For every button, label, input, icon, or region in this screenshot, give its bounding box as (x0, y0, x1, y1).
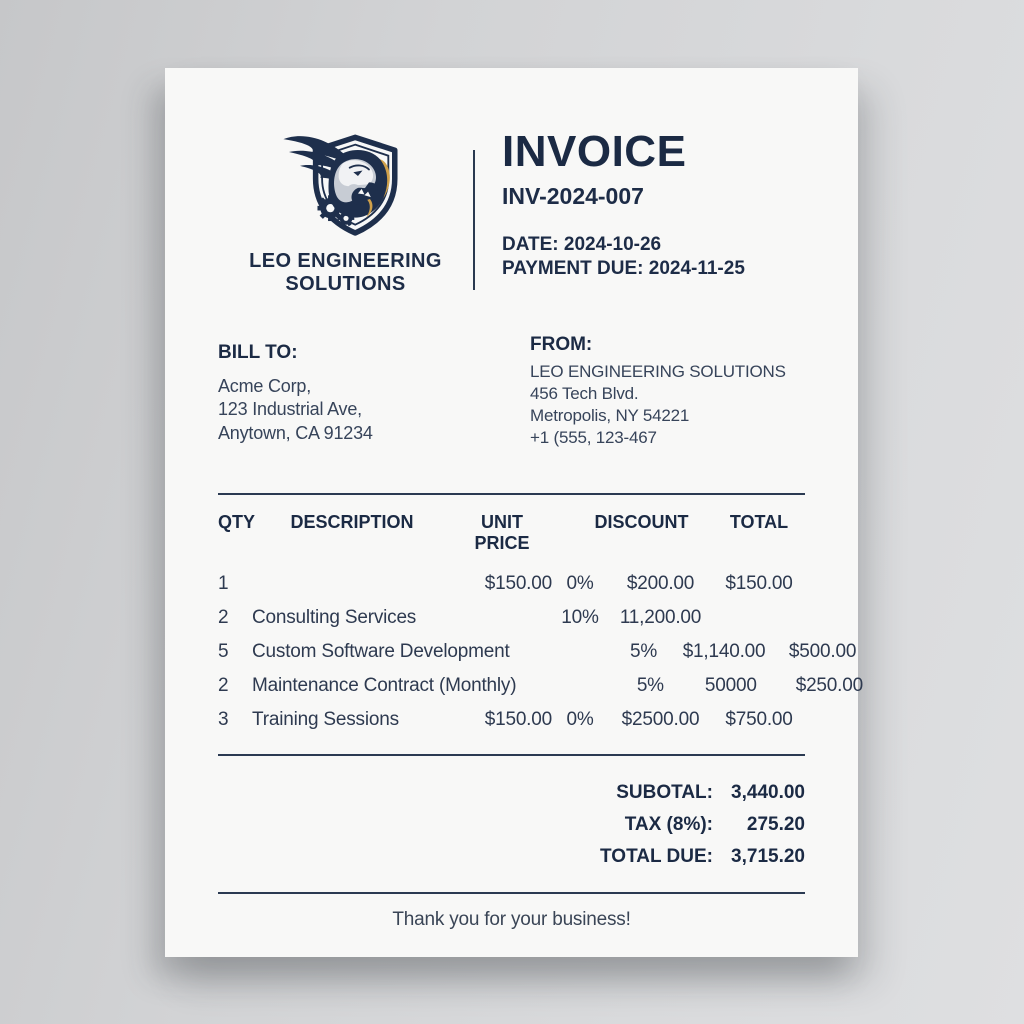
invoice-date-label: DATE: (502, 234, 559, 255)
items-table (218, 493, 863, 756)
from-section (530, 334, 805, 449)
cell-discount-pct: 5% (636, 675, 664, 697)
invoice-number: INV-2024-007 (502, 183, 644, 209)
table-row (218, 601, 805, 635)
cell-discount-amt: $1,140.00 (682, 641, 766, 663)
column-header-discount: DISCOUNT (594, 512, 689, 533)
cell-discount-amt: 50000 (704, 675, 757, 697)
table-row (218, 703, 805, 737)
table-row (218, 669, 863, 703)
column-header-description: DESCRIPTION (290, 512, 414, 533)
cell-description: Training Sessions (252, 709, 399, 731)
thank-you-note: Thank you for your business! (392, 909, 631, 931)
brand-name (249, 250, 442, 296)
cell-discount-pct: 5% (630, 641, 658, 663)
column-header-total: TOTAL (729, 512, 789, 533)
bill-to-address (218, 375, 530, 445)
payment-due-label: PAYMENT DUE: (502, 257, 644, 279)
tax-row (625, 814, 805, 836)
table-row (218, 567, 805, 601)
cell-description: Maintenance Contract (Monthly) (252, 675, 517, 697)
total-due-row (600, 846, 805, 868)
invoice-header (218, 128, 805, 296)
brand-name-line2: SOLUTIONS (285, 273, 406, 295)
cell-discount-amt: $200.00 (626, 573, 695, 595)
from-line: Metropolis, NY 54221 (530, 406, 690, 426)
from-line: LEO ENGINEERING SOLUTIONS (530, 362, 786, 381)
from-line: 456 Tech Blvd. (530, 384, 639, 404)
totals-section (218, 782, 805, 868)
invoice-dates (502, 233, 745, 281)
cell-discount-pct: 0% (566, 709, 594, 731)
column-header-qty: QTY (218, 512, 256, 533)
payment-due-value: 2024-11-25 (648, 257, 745, 279)
cell-unit-price: $150.00 (484, 709, 552, 731)
cell-qty: 5 (218, 641, 229, 663)
total-due-value: 3,715.20 (731, 846, 805, 868)
table-top-rule (218, 493, 805, 495)
page-title: INVOICE (502, 127, 687, 176)
cell-description: Custom Software Development (252, 641, 510, 663)
cell-description: Consulting Services (252, 607, 417, 629)
subtotal-label: SUBOTAL: (616, 782, 713, 804)
cell-qty: 2 (218, 607, 229, 629)
invoice-paper (165, 68, 863, 957)
tax-label: TAX (8%): (624, 814, 713, 836)
from-line: +1 (555, 123-467 (530, 428, 657, 448)
from-address (530, 361, 805, 449)
invoice-date-value: 2024-10-26 (563, 234, 662, 255)
cell-qty: 2 (218, 675, 229, 697)
cell-qty: 3 (218, 709, 229, 731)
bill-to-line: 123 Industrial Ave, (218, 399, 362, 420)
invoice-footer (218, 892, 805, 931)
subtotal-value: 3,440.00 (731, 782, 805, 804)
bill-to-line: Anytown, CA 91234 (218, 422, 373, 443)
bill-to-label: BILL TO: (218, 342, 298, 363)
tax-value: 275.20 (746, 814, 805, 836)
brand-block (218, 128, 473, 296)
cell-total: $750.00 (725, 709, 793, 731)
invoice-date-row (502, 233, 745, 257)
cell-discount-pct: 10% (561, 607, 599, 629)
lion-shield-logo-icon (277, 128, 415, 246)
cell-unit-price: $150.00 (484, 573, 552, 595)
cell-total: $250.00 (795, 675, 863, 697)
total-due-label: TOTAL DUE: (600, 846, 713, 868)
payment-due-row (502, 257, 745, 281)
footer-rule (218, 892, 805, 894)
table-row (218, 635, 857, 669)
table-header-row (218, 512, 805, 554)
cell-total: $150.00 (725, 573, 793, 595)
cell-discount-amt: 11,200.00 (619, 607, 702, 629)
cell-discount-amt: $2500.00 (621, 709, 700, 731)
cell-qty: 1 (218, 573, 229, 595)
from-label: FROM: (530, 334, 593, 355)
parties-section (218, 334, 805, 449)
cell-discount-pct: 0% (566, 573, 594, 595)
invoice-meta (475, 128, 745, 296)
table-bottom-rule (218, 754, 805, 756)
cell-total: $500.00 (788, 641, 857, 663)
table-body (218, 567, 863, 737)
bill-to-section (218, 342, 530, 449)
column-header-unit-price: UNIT PRICE (474, 512, 530, 554)
brand-name-line1: LEO ENGINEERING (249, 250, 442, 272)
bill-to-line: Acme Corp, (218, 376, 312, 396)
subtotal-row (616, 782, 805, 804)
